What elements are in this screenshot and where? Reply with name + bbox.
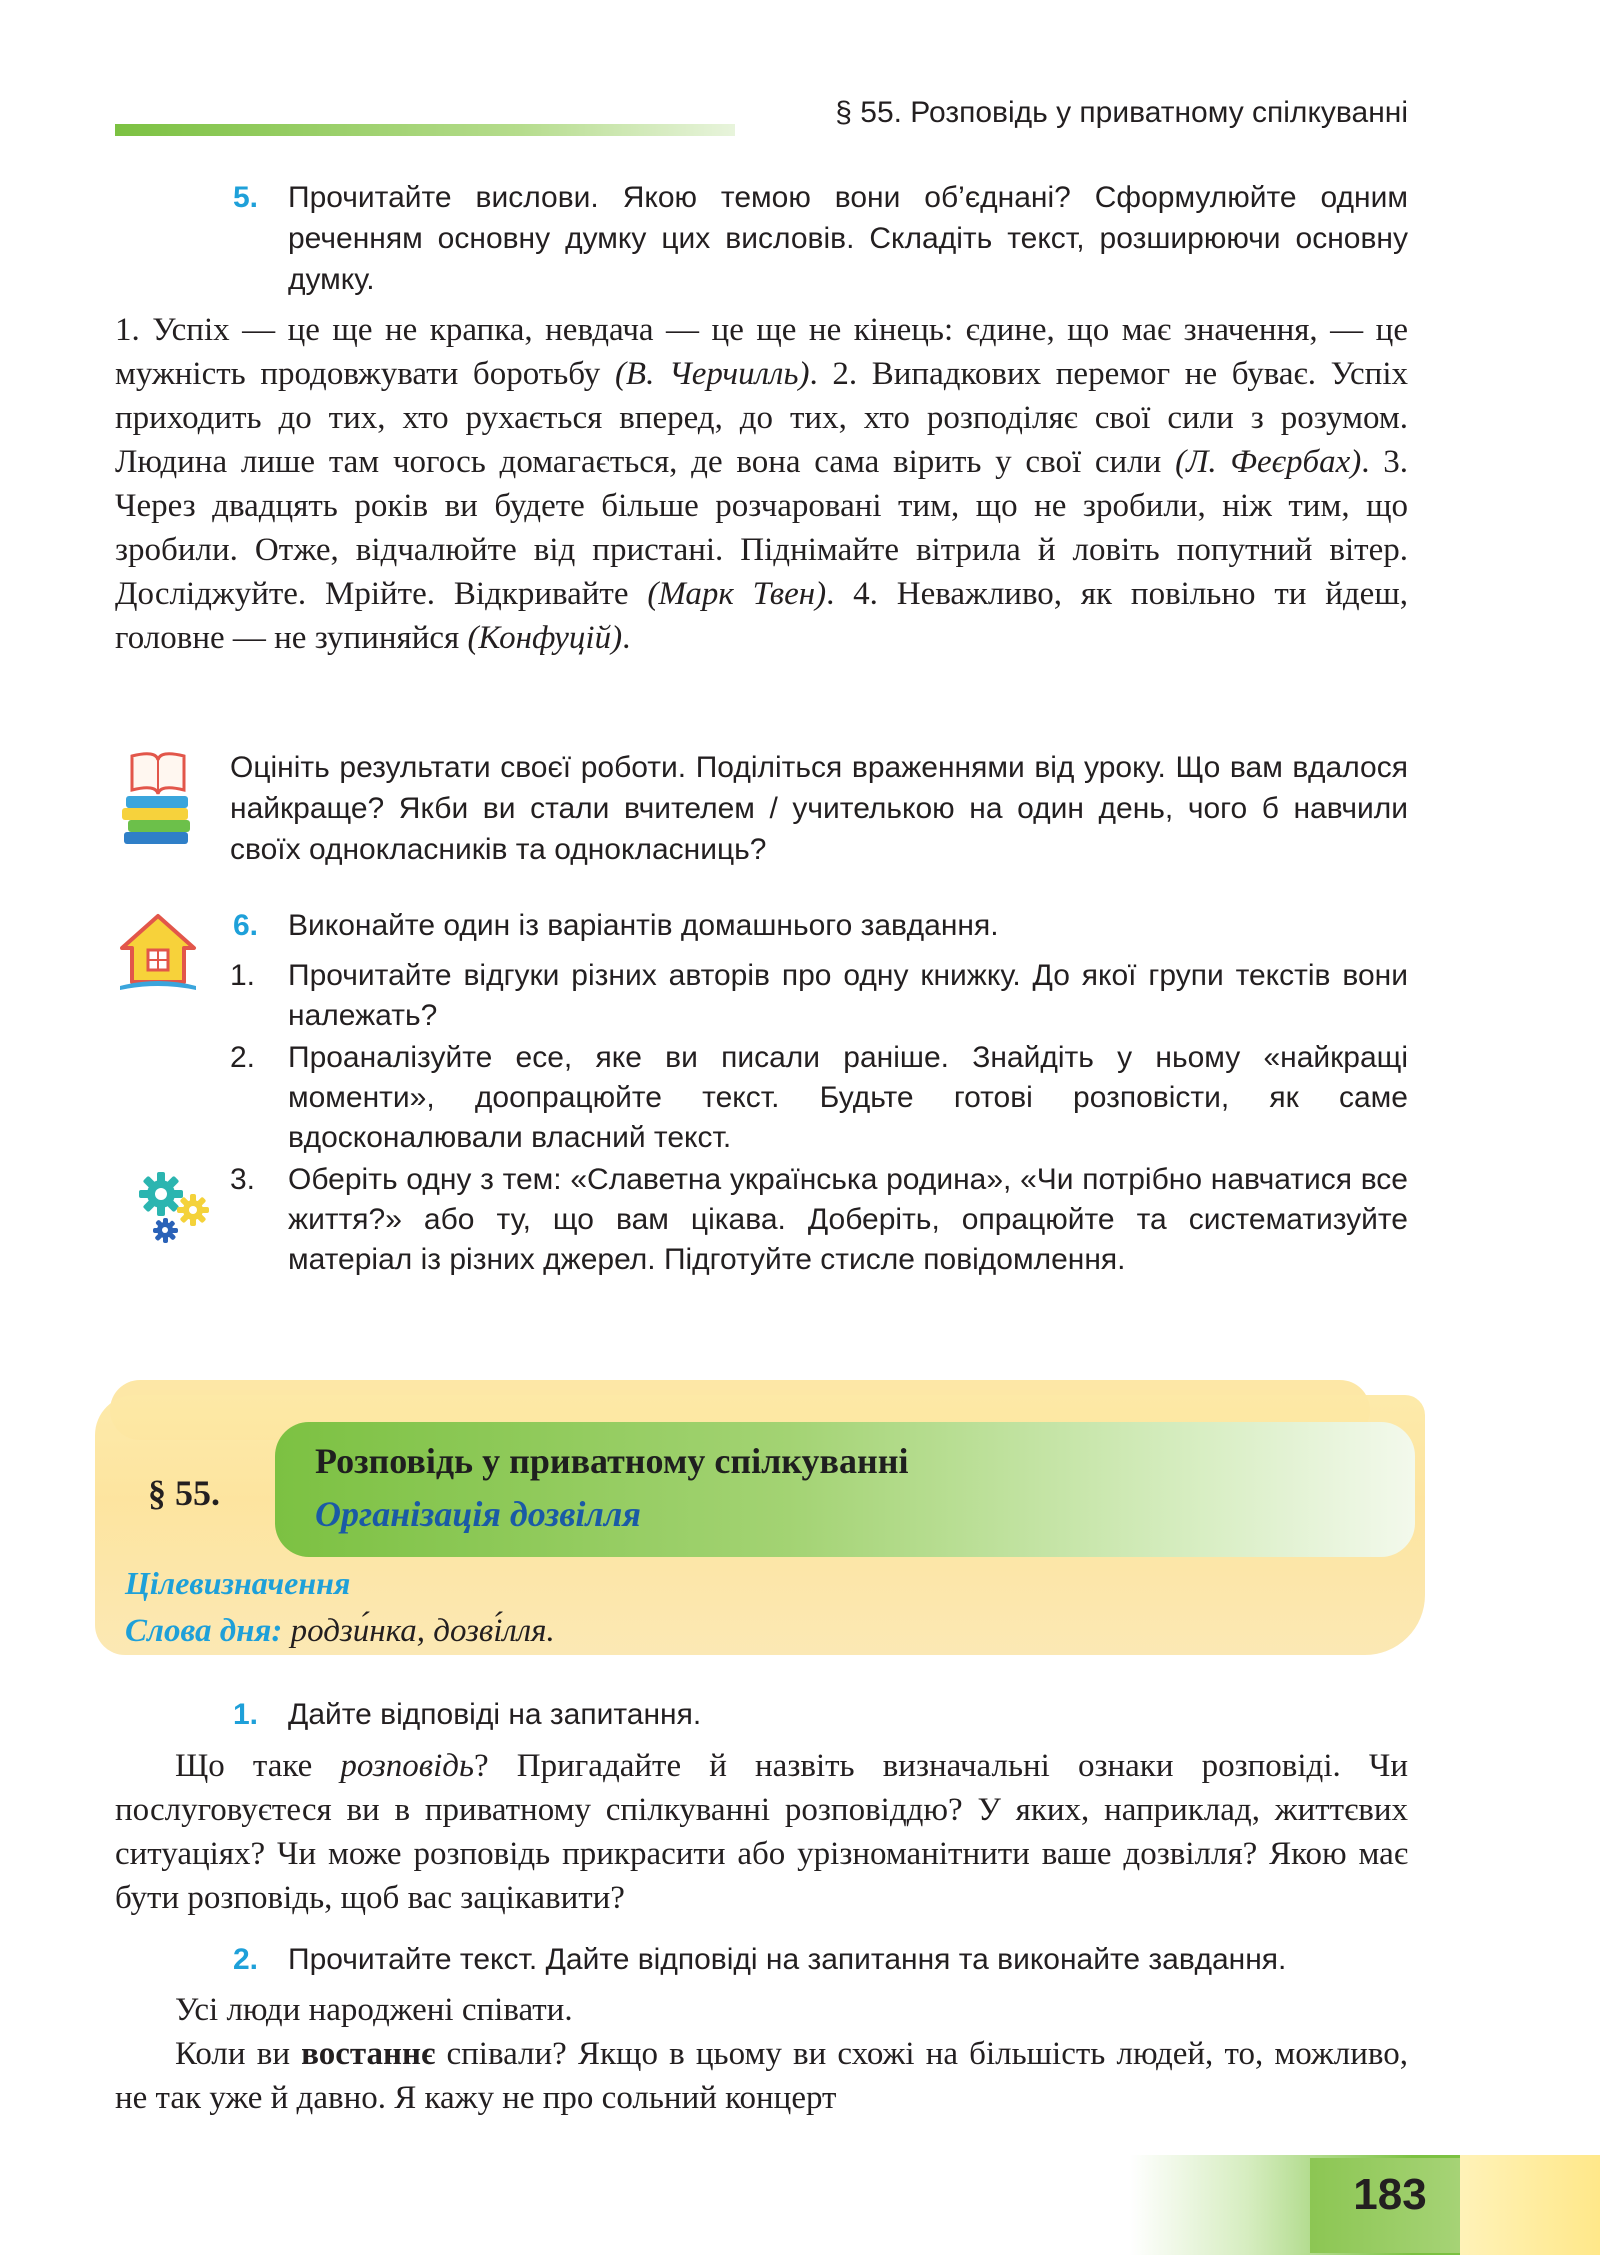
task-6: [233, 905, 1408, 946]
header-rule: [115, 124, 735, 136]
task-text: Прочитайте вислови. Якою темою вони об’єднані? Сформулюйте одним реченням основну думку цих висловів. Складіть текст, розширюючи основну думку.: [288, 181, 1408, 296]
body-text: Коли ви: [175, 2036, 302, 2072]
task-2-body: [115, 2032, 1408, 2120]
task-number: 6.: [233, 909, 259, 942]
task-1: [233, 1694, 1408, 1735]
text-title-line: Усі люди народжені співати.: [175, 1992, 573, 2028]
task-text: Виконайте один із варіантів домашнього завдання.: [288, 909, 999, 942]
page-number: 183: [1353, 2170, 1427, 2219]
quotes-paragraph: [115, 308, 1408, 660]
page-edge-tab: [1460, 2155, 1600, 2255]
term: розповідь: [340, 1748, 475, 1784]
homework-option-2: [230, 1038, 1408, 1158]
option-number: 2.: [230, 1041, 256, 1074]
house-icon: [118, 912, 198, 992]
books-icon: [118, 748, 198, 848]
quote-end: .: [622, 620, 631, 656]
quote-2: . 2. Випадкових перемог не буває. Успіх приходить до тих, хто рухається вперед, до тих, хто розподіляє свої сили з розумом. Людина лише там чогось домагається, де вона сама вірить у свої сили: [115, 356, 1408, 480]
section-subtitle: Організація дозвілля: [315, 1494, 641, 1534]
option-text: Оберіть одну з тем: «Славетна українська родина», «Чи потрібно навчатися все життя?» або ту, що вам цікава. Доберіть, опрацюйте та систематизуйте матеріал із різних джерел. Підготуйте стисле повідомлення.: [288, 1163, 1408, 1276]
words-label: Слова дня:: [125, 1613, 283, 1649]
task-text: Дайте відповіді на запитання.: [288, 1698, 702, 1731]
words-list: родзи́нка, дозві́лля.: [282, 1613, 555, 1649]
quote-1: 1. Успіх — це ще не крапка, невдача — це ще не кінець: єдине, що має значення, — це мужність продовжувати боротьбу: [115, 312, 1408, 392]
quote-author: (В. Черчилль): [614, 356, 810, 392]
option-number: 1.: [230, 959, 256, 992]
section-number: § 55.: [148, 1473, 220, 1513]
task-number: 2.: [233, 1943, 259, 1976]
quote-3: . 3. Через двадцять років ви будете більше розчаровані тим, що не зробили, ніж тим, що зробили. Отже, відчалюйте від пристані. Піднімайте вітрила й ловіть попутний вітер. Досліджуйте. Мрійте. Відкривайте: [115, 444, 1409, 612]
quote-author: (Марк Твен): [647, 576, 827, 612]
quote-4: . 4. Неважливо, як повільно ти йдеш, головне — не зупиняйся: [115, 576, 1408, 656]
task-5: [233, 177, 1408, 300]
running-header: § 55. Розповідь у приватному спілкуванні: [835, 96, 1408, 129]
option-number: 3.: [230, 1163, 256, 1196]
homework-option-1: [230, 956, 1408, 1036]
body-text: Що таке: [175, 1748, 341, 1784]
task-1-body: [115, 1744, 1408, 1920]
task-number: 1.: [233, 1698, 259, 1731]
task-text: Прочитайте текст. Дайте відповіді на запитання та виконайте завдання.: [288, 1943, 1287, 1976]
gears-icon: [135, 1168, 215, 1248]
homework-option-3: [230, 1160, 1408, 1280]
option-text: Прочитайте відгуки різних авторів про одну книжку. До якої групи текстів вони належать?: [288, 959, 1408, 1032]
option-text: Проаналізуйте есе, яке ви писали раніше. Знайдіть у ньому «найкращі моменти», доопрацюйте текст. Будьте готові розповісти, як саме вдосконалювали власний текст.: [288, 1041, 1408, 1154]
reflection-text: Оцініть результати своєї роботи. Поділіться враженнями від уроку. Що вам вдалося найкраще? Якби ви стали вчителем / учителькою на один день, чого б навчили своїх однокласників та однокласниць?: [230, 751, 1408, 866]
body-text: ? Пригадайте й назвіть визначальні ознаки розповіді. Чи послуговуєтеся ви в приватному спілкуванні розповіддю? У яких, наприклад, життєвих ситуаціях? Чи може розповідь прикрасити або урізноманітнити ваше дозвілля? Якою має бути розповідь, щоб вас зацікавити?: [115, 1748, 1408, 1916]
bold-word: востаннє: [301, 2036, 436, 2072]
goal-label: Цілевизначення: [125, 1565, 351, 1601]
body-text: співали? Якщо в цьому ви схожі на більшість людей, то, можливо, не так уже й давно. Я кажу не про сольний концерт: [115, 2036, 1408, 2116]
section-title: Розповідь у приватному спілкуванні: [315, 1441, 909, 1481]
task-2: [233, 1939, 1408, 1980]
task-number: 5.: [233, 181, 259, 214]
words-of-day: [125, 1613, 555, 1650]
quote-author: (Конфуцій): [467, 620, 623, 656]
quote-author: (Л. Феєрбах): [1175, 444, 1362, 480]
